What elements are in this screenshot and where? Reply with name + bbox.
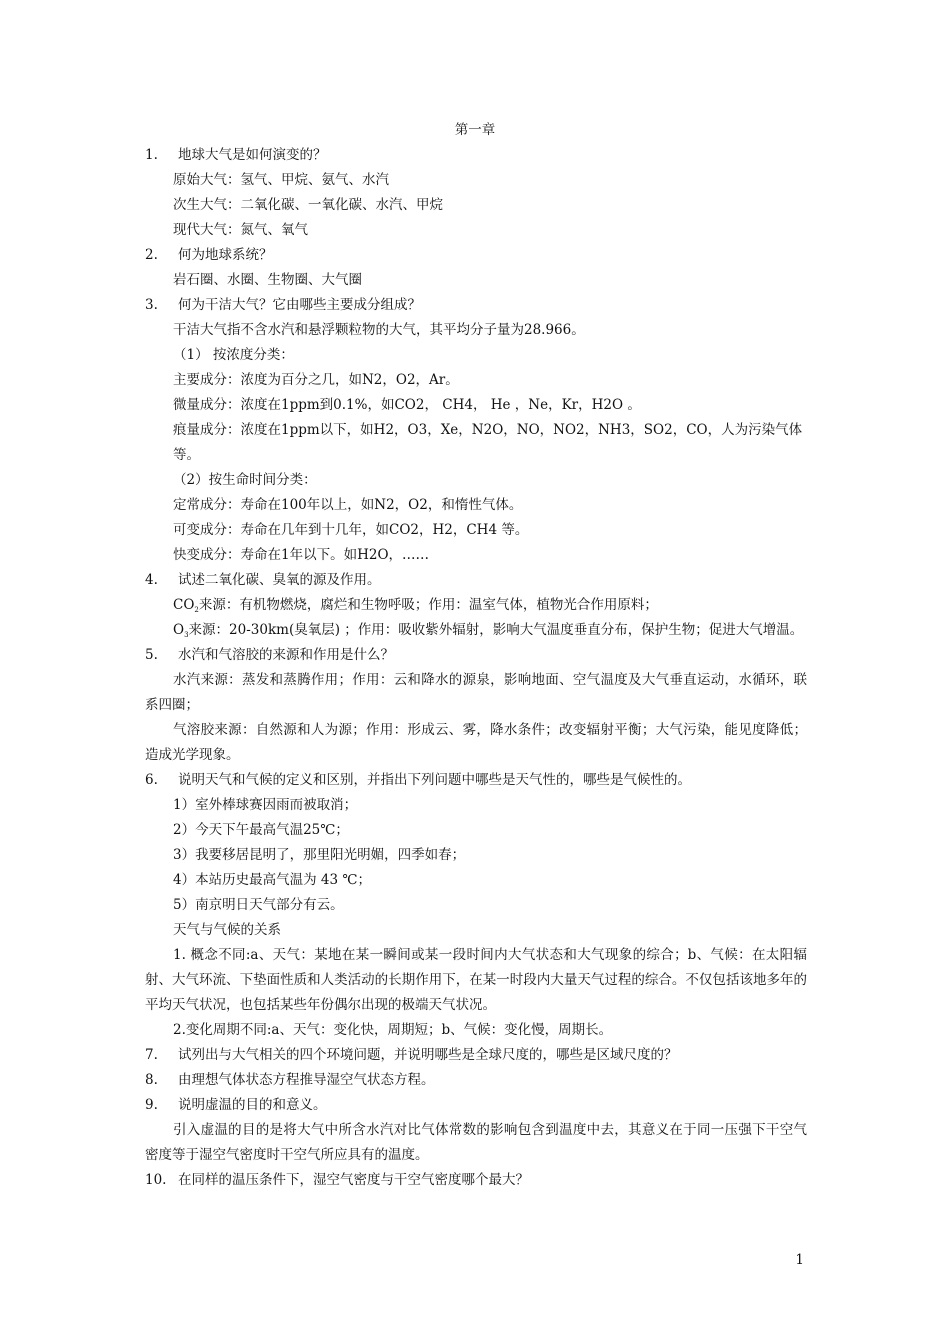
question-number: 2. [145,247,158,263]
question-text: 地球大气是如何演变的？ [178,147,327,163]
answer-line: 痕量成分：浓度在1ppm以下，如H2，O3，Xe，N2O，NO，NO2，NH3，SO2，CO，人为污染气体等。 [173,422,803,463]
question-text: 试述二氧化碳、臭氧的源及作用。 [178,572,381,588]
page-number: 1 [795,1252,804,1268]
section-heading: 天气与气候的关系 [173,922,281,938]
answer-paragraph: 2.变化周期不同:a、天气：变化快，周期短；b、气候：变化慢，周期长。 [173,1022,613,1038]
chapter-title: 第一章 [454,122,496,138]
answer-line: 岩石圈、水圈、生物圈、大气圈 [173,272,362,288]
document-body [145,143,807,1193]
question-number: 9. [145,1097,158,1113]
list-item: 5）南京明日天气部分有云。 [173,897,344,913]
list-item: 2）今天下午最高气温25℃； [173,822,349,838]
question-number: 4. [145,572,158,588]
question-1 [145,143,807,168]
answer-paragraph: 1. 概念不同:a、天气：某地在某一瞬间或某一段时间内大气状态和大气现象的综合；b、气候：在太阳辐射、大气环流、下垫面性质和人类活动的长期作用下，在某一时段内大量天气过程的综合。不仅包括该地多年的平均天气状况，也包括某些年份偶尔出现的极端天气状况。 [145,947,807,1013]
answer-line: 可变成分：寿命在几年到十几年，如CO2，H2，CH4 等。 [173,522,529,538]
answer-line: 原始大气：氢气、甲烷、氨气、水汽 [173,172,389,188]
question-number: 1. [145,147,158,163]
question-5 [145,643,807,668]
question-7 [145,1043,807,1068]
answer-paragraph: 引入虚温的目的是将大气中所含水汽对比气体常数的影响包含到温度中去，其意义在于同一压强下干空气密度等于湿空气密度时干空气所应具有的温度。 [145,1122,807,1163]
answer-co2 [145,593,807,618]
answer-line: 次生大气：二氧化碳、一氧化碳、水汽、甲烷 [173,197,443,213]
question-number: 7. [145,1047,158,1063]
question-3 [145,293,807,318]
question-number: 3. [145,297,158,313]
question-text: 何为干洁大气？它由哪些主要成分组成？ [178,297,421,313]
question-4 [145,568,807,593]
answer-line: 微量成分：浓度在1ppm到0.1%，如CO2， CH4， He ，Ne，Kr，H2O 。 [173,397,641,413]
formula-base: CO [173,597,195,613]
question-text: 在同样的温压条件下，湿空气密度与干空气密度哪个最大？ [178,1172,529,1188]
question-text: 由理想气体状态方程推导湿空气状态方程。 [178,1072,435,1088]
answer-line: 快变成分：寿命在1年以下。如H2O，…… [173,547,430,563]
question-6 [145,768,807,793]
question-text: 说明天气和气候的定义和区别，并指出下列问题中哪些是天气性的，哪些是气候性的。 [178,772,691,788]
question-number: 5. [145,647,158,663]
answer-paragraph: 水汽来源：蒸发和蒸腾作用；作用：云和降水的源泉，影响地面、空气温度及大气垂直运动，水循环，联系四圈； [145,672,807,713]
list-item: 4）本站历史最高气温为 43 ℃； [173,872,371,888]
question-10 [145,1168,807,1193]
answer-line: 主要成分：浓度为百分之几，如N2，O2，Ar。 [173,372,459,388]
question-9 [145,1093,807,1118]
question-text: 水汽和气溶胶的来源和作用是什么？ [178,647,394,663]
answer-o3 [145,618,807,643]
question-text: 说明虚温的目的和意义。 [178,1097,327,1113]
answer-text: 来源：有机物燃烧，腐烂和生物呼吸；作用：温室气体，植物光合作用原料； [198,597,658,613]
answer-line: 干洁大气指不含水汽和悬浮颗粒物的大气，其平均分子量为28.966。 [173,322,585,338]
formula-base: O [173,622,185,638]
question-2 [145,243,807,268]
question-number: 6. [145,772,158,788]
list-item: 3）我要移居昆明了，那里阳光明媚，四季如春； [173,847,466,863]
question-8 [145,1068,807,1093]
answer-line: （1） 按浓度分类： [173,347,294,363]
answer-paragraph: 气溶胶来源：自然源和人为源；作用：形成云、雾，降水条件；改变辐射平衡；大气污染，能见度降低；造成光学现象。 [145,722,807,763]
answer-text: 来源：20-30km(臭氧层) ；作用：吸收紫外辐射，影响大气温度垂直分布，保护生物；促进大气增温。 [188,622,804,638]
formula-subscript: 3 [184,631,189,639]
answer-line: 现代大气：氮气、氧气 [173,222,308,238]
answer-line: （2）按生命时间分类： [173,472,317,488]
formula-subscript: 2 [194,606,199,614]
question-text: 何为地球系统？ [178,247,273,263]
list-item: 1）室外棒球赛因雨而被取消； [173,797,358,813]
answer-line: 定常成分：寿命在100年以上，如N2，O2，和惰性气体。 [173,497,523,513]
question-text: 试列出与大气相关的四个环境问题，并说明哪些是全球尺度的，哪些是区域尺度的？ [178,1047,678,1063]
question-number: 10. [145,1172,167,1188]
question-number: 8. [145,1072,158,1088]
